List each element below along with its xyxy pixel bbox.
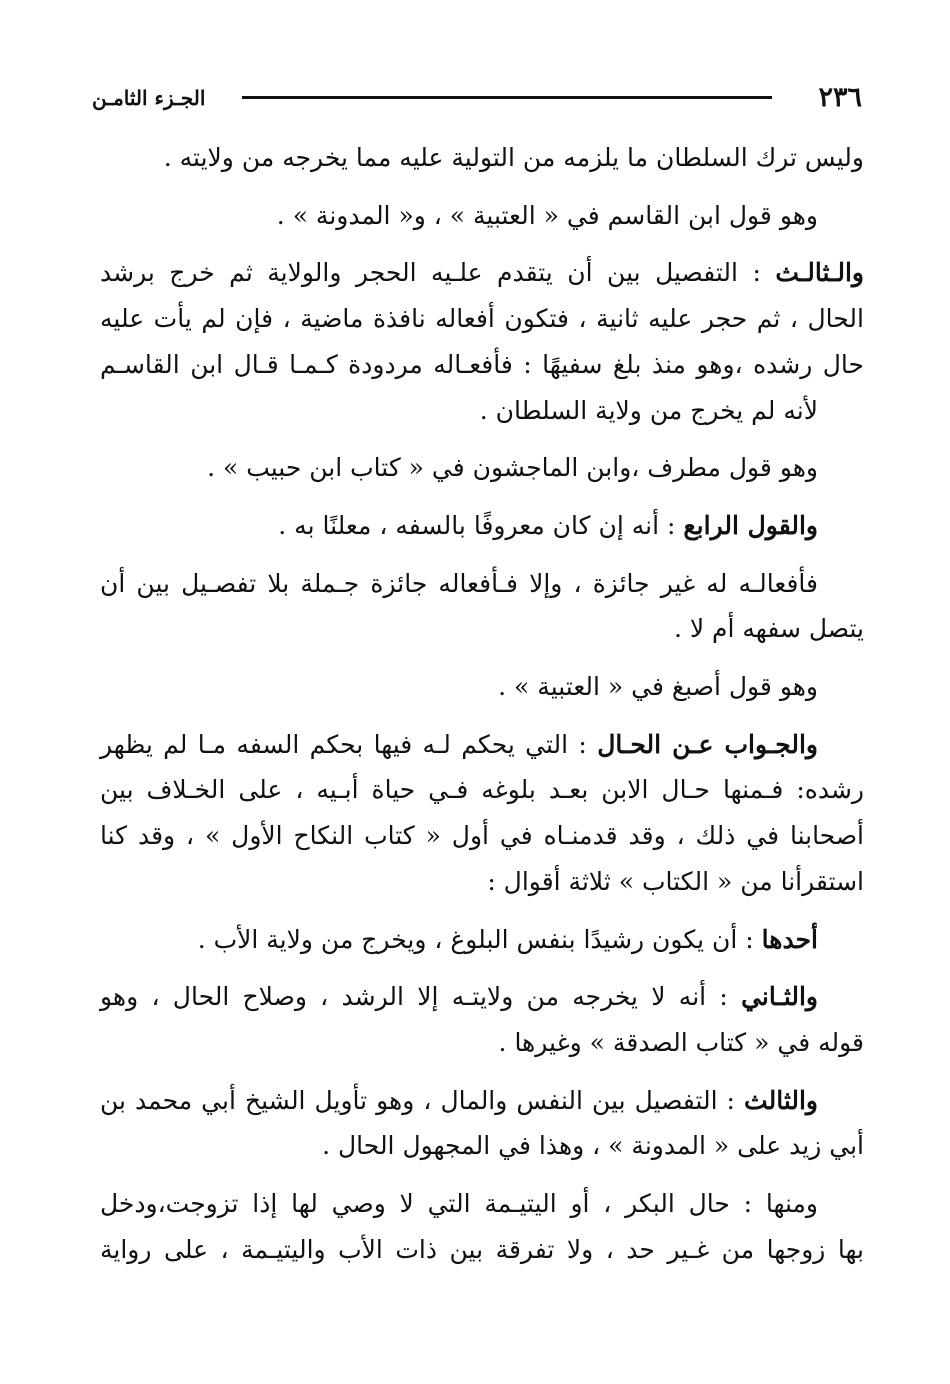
paragraph-lead: والثالث [744, 1085, 818, 1115]
text-line [100, 193, 864, 239]
text-line [100, 135, 864, 181]
text-line [100, 561, 864, 607]
text-line [100, 813, 864, 859]
line-text: : أن يكون رشيدًا بنفس البلوغ ، ويخرج من ولاية الأب . [197, 924, 762, 954]
text-line [100, 1227, 864, 1273]
paragraph [100, 193, 864, 239]
line-text: استقرأنا من « الكتاب » ثلاثة أقوال : [487, 866, 864, 896]
paragraph [100, 250, 864, 433]
line-text: فأفعالـه له غير جائزة ، وإلا فـأفعاله جائزة جـملة بلا تفصـيل بين أن [100, 568, 818, 598]
page-header [92, 78, 862, 118]
line-text: أبي زيد على « المدونة » ، وهذا في المجهول الحال . [322, 1131, 864, 1161]
text-line [100, 722, 864, 768]
text-line [100, 342, 864, 388]
running-title: الجـزء الثامـن [92, 86, 206, 110]
line-text: الحال ، ثم حجر عليه ثانية ، فتكون أفعاله نافذة ماضية ، فإن لم يأت عليه [100, 304, 864, 334]
text-line [100, 250, 864, 296]
body-text [100, 135, 864, 1284]
line-text: : التي يحكم لـه فيها بحكم السفه مـا لم يظهر [100, 729, 598, 759]
header-rule [242, 96, 772, 99]
paragraph [100, 974, 864, 1065]
text-line [100, 974, 864, 1020]
line-text: قوله في « كتاب الصدقة » وغيرها . [498, 1027, 864, 1057]
paragraph [100, 722, 864, 905]
line-text: : التفصيل بين أن يتقدم علـيه الحجر والولاية ثم خرج برشد [100, 258, 776, 288]
line-text: ومنها : حال البكر ، أو اليتيـمة التي لا وصي لها إذا تزوجت،ودخل [100, 1189, 818, 1219]
paragraph-lead: أحدها [761, 924, 818, 954]
paragraph [100, 1078, 864, 1169]
line-text: : أنه لا يخرجه من ولايتـه إلا الرشد ، وصلاح الحال ، وهو [100, 982, 742, 1012]
text-line [100, 767, 864, 813]
paragraph [100, 917, 864, 963]
line-text: رشده: فـمنها حـال الابن بعـد بلوغه فـي حياة أبـيه ، على الخـلاف بين [100, 775, 864, 805]
text-line [100, 388, 864, 434]
text-line [100, 859, 864, 905]
line-text: بها زوجها من غـير حد ، ولا تفرقة بين ذات الأب واليتيـمة ، على رواية [100, 1234, 864, 1264]
line-text: أصحابنا في ذلك ، وقد قدمنـاه في أول « كتاب النكاح الأول » ، وقد كنا [100, 821, 864, 851]
paragraph [100, 445, 864, 491]
line-text: وليس ترك السلطان ما يلزمه من التولية عليه مما يخرجه من ولايته . [163, 143, 864, 172]
text-line [100, 1123, 864, 1169]
paragraph-lead: والجـواب عـن الحـال [597, 729, 819, 759]
paragraph [100, 561, 864, 652]
line-text: وهو قول أصبغ في « العتبية » . [498, 672, 818, 702]
text-line [100, 1020, 864, 1066]
line-text: : التفصيل بين النفس والمال ، وهو تأويل الشيخ أبي محمد بن [100, 1085, 745, 1115]
text-line [100, 296, 864, 342]
paragraph [100, 503, 864, 549]
paragraph-lead: والـثالـث [775, 258, 864, 288]
line-text: لأنه لم يخرج من ولاية السلطان . [479, 395, 818, 425]
text-line [100, 445, 864, 491]
page-number: ٢٣٦ [818, 82, 862, 113]
line-text: وهو قول مطرف ،وابن الماجشون في « كتاب ابن حبيب » . [207, 453, 818, 483]
text-line [100, 1181, 864, 1227]
text-line [100, 917, 864, 963]
paragraph [100, 135, 864, 181]
paragraph [100, 664, 864, 710]
paragraph-lead: والثـاني [741, 982, 818, 1012]
text-line [100, 606, 864, 652]
text-line [100, 1078, 864, 1124]
line-text: وهو قول ابن القاسم في « العتبية » ، و« المدونة » . [276, 200, 818, 230]
text-line [100, 503, 864, 549]
line-text: يتصل سفهه أم لا . [673, 614, 864, 644]
line-text: : أنه إن كان معروفًا بالسفه ، معلنًا به . [278, 510, 684, 540]
paragraph [100, 1181, 864, 1272]
line-text: حال رشده ،وهو منذ بلغ سفيهًا : فأفعـاله مردودة كـمـا قـال ابن القاسـم [100, 349, 864, 379]
text-line [100, 664, 864, 710]
paragraph-lead: والقول الرابع [683, 510, 818, 540]
